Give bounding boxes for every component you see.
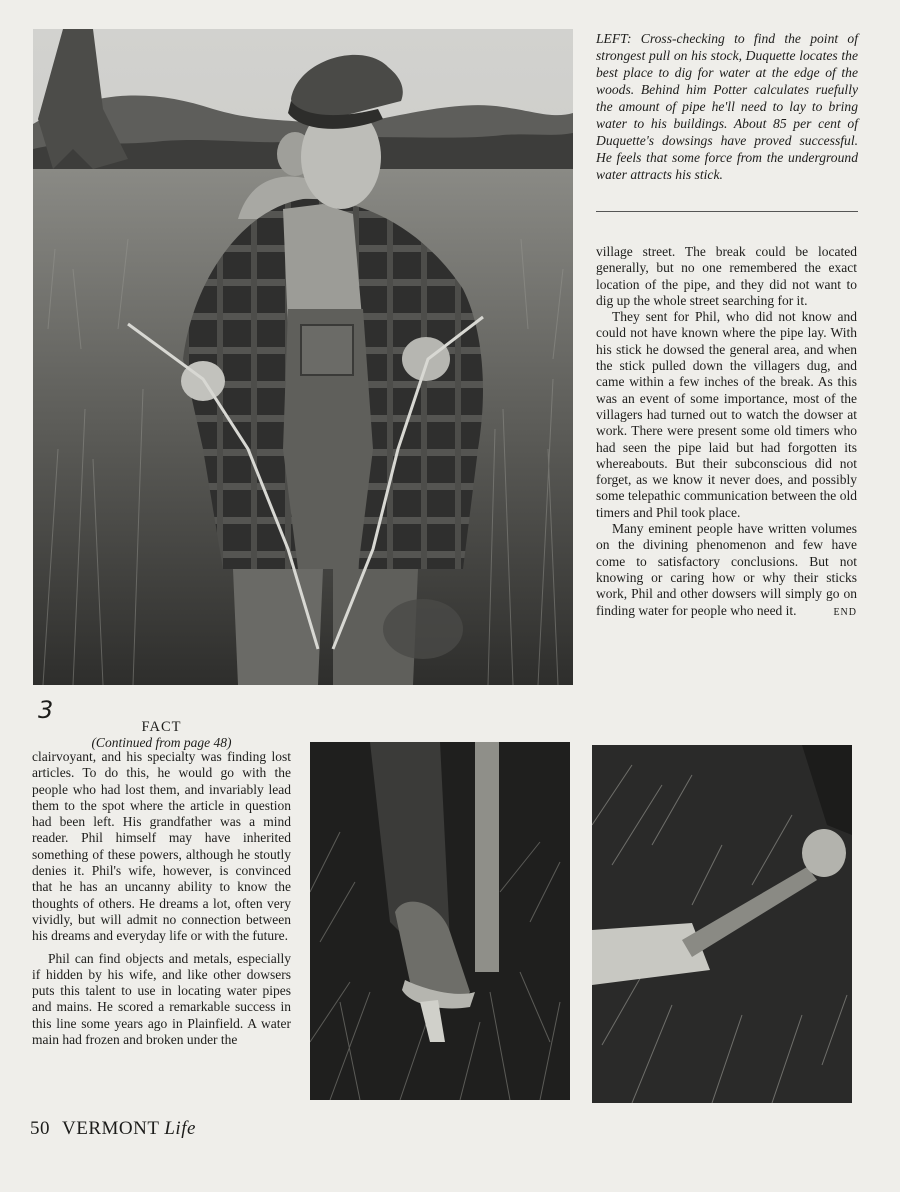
- photo-shovel-digging-image: [592, 745, 852, 1103]
- right-paragraph: They sent for Phil, who did not know and could not have known where the pipe lay. With his stick he dowsed the general area, and when the stick pulled down the villagers dug, and came within a few inches of the break. As this was an event of some importance, most of the villagers had turned out to watch the dowser at work. There were present some old timers who had seen the pipe laid but had forgotten its whereabouts. But their subconscious did not forget, as we know it never does, and possibly some telepathic communication between the old timers and Phil took place.: [596, 309, 857, 520]
- publication-name-italic: Life: [164, 1118, 196, 1139]
- end-mark: END: [833, 606, 857, 618]
- photo-boots-grass: [310, 742, 570, 1100]
- photo-dowser-field: [33, 29, 573, 685]
- caption-divider: [596, 211, 858, 212]
- left-paragraph: Phil can find objects and metals, especially if hidden by his wife, and like other dowsers puts this talent to use in locating water pipes and mains. He scored a remarkable success in this line some years ago in Plainfield. A water main had frozen and broken under the: [32, 950, 291, 1048]
- right-paragraph-last: [596, 521, 857, 619]
- photo-shovel-digging: [592, 745, 852, 1103]
- right-paragraph: village street. The break could be located generally, but no one remembered the exact location of the pipe, and they did not want to dig up the whole street searching for it.: [596, 244, 857, 308]
- publication-name: VERMONT: [62, 1118, 160, 1139]
- section-heading: FACT: [141, 719, 182, 735]
- right-column-text: [596, 244, 857, 621]
- handwritten-number: 3: [38, 696, 54, 724]
- left-column-text: [32, 749, 291, 1048]
- left-paragraph: clairvoyant, and his specialty was finding lost articles. To do this, he would go with the people who had lost them, and invariably lead them to the spot where the article in question had been left. His grandfather was a mind reader. Phil himself may have inherited something of these powers, although he stoutly denies it. Phil's wife, however, is convinced that he has an uncanny ability to know the thoughts of others. He dreams a lot, often very vividly, but will admit no connection between his dreams and everyday life or with the future.: [32, 749, 291, 944]
- photo-boots-grass-image: [310, 742, 570, 1100]
- page-footer: [30, 1118, 196, 1140]
- continued-note: (Continued from page 48): [91, 735, 232, 750]
- page-number: 50: [30, 1118, 50, 1139]
- photo-caption: LEFT: Cross-checking to find the point of strongest pull on his stock, Duquette locates the best place to dig for water at the edge of the woods. Behind him Potter calculates ruefully the amount of pipe he'll need to lay to bring water to his buildings. About 85 per cent of Duquette's dowsings have proved successful. He feels that some force from the underground water attracts his stick.: [596, 31, 858, 182]
- right-paragraph-text: Many eminent people have written volumes on the divining phenomenon and few have come to satisfactory conclusions. But not knowing or caring how or why their sticks work, Phil and other dowsers will simply go on finding water for people who need it.: [596, 521, 857, 618]
- photo-dowser-field-image: [33, 29, 573, 685]
